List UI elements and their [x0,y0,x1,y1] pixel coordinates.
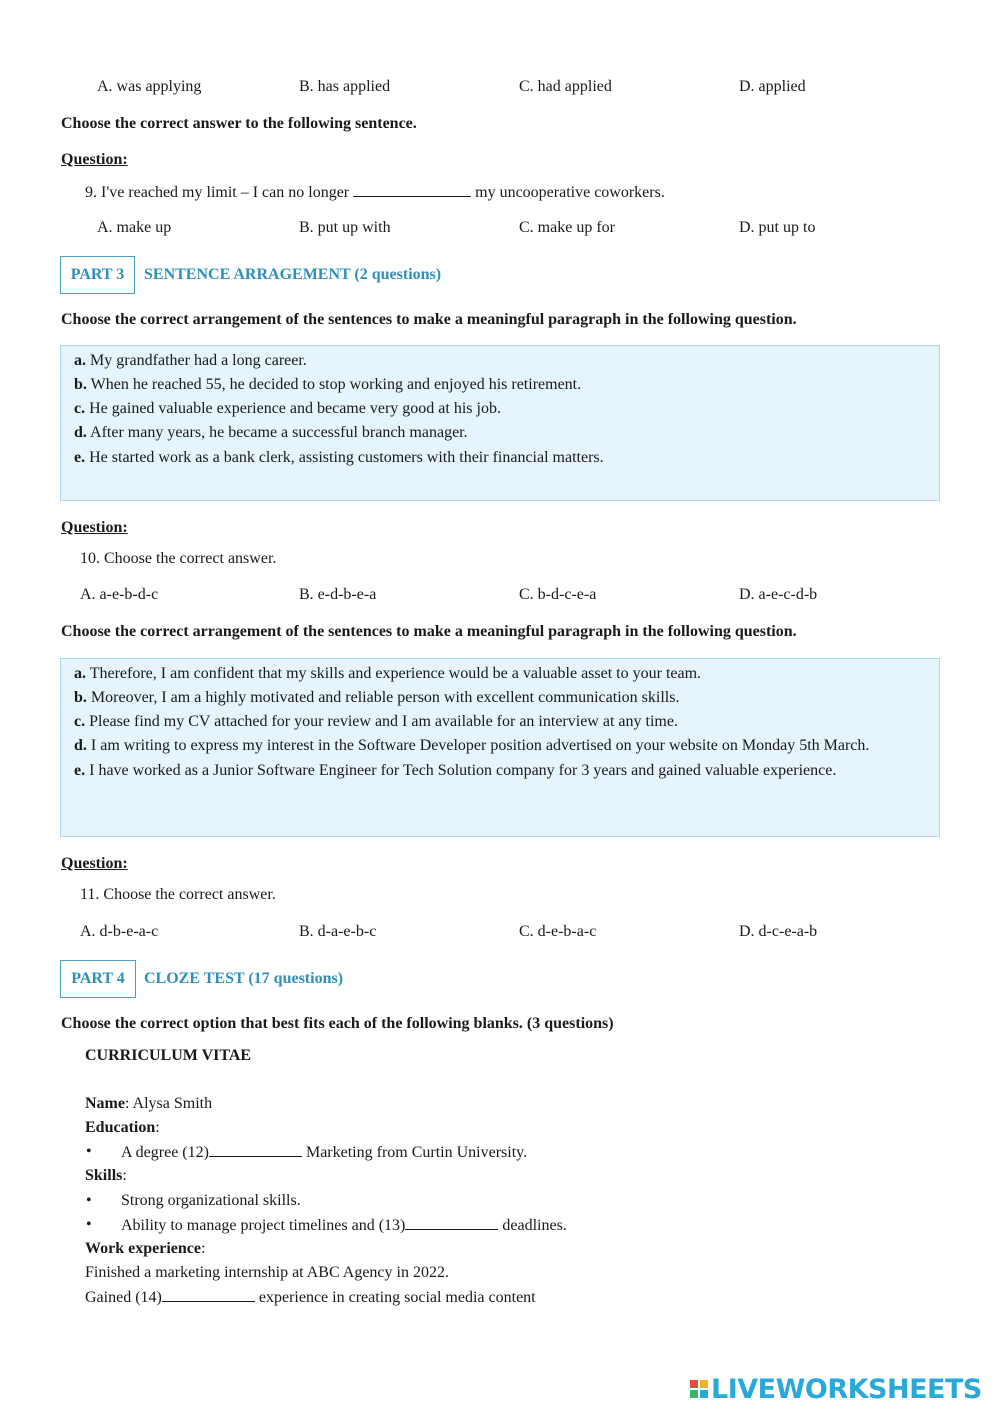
box1-sentence-b: b. When he reached 55, he decided to stop working and enjoyed his retirement. [74,376,582,393]
q9-stem-after: my uncooperative coworkers. [475,184,665,201]
box2-sentence-c: c. Please find my CV attached for your review and I am available for an interview at any time. [74,713,678,730]
q8-option-a[interactable]: A. was applying [97,78,202,95]
q11-stem: 11. Choose the correct answer. [80,886,276,903]
q11-option-b[interactable]: B. d-a-e-b-c [299,923,377,940]
box1-sentence-e: e. He started work as a bank clerk, assisting customers with their financial matters. [74,449,604,466]
part3-title: SENTENCE ARRAGEMENT (2 questions) [144,266,442,283]
part4-instruction: Choose the correct option that best fits each of the following blanks. (3 questions) [61,1015,614,1032]
part4-title: CLOZE TEST (17 questions) [144,970,344,987]
q10-option-c[interactable]: C. b-d-c-e-a [519,586,597,603]
box1-sentence-c: c. He gained valuable experience and became very good at his job. [74,400,501,417]
logo-square [690,1380,698,1388]
q9-option-a[interactable]: A. make up [97,219,172,236]
q9-blank[interactable] [353,183,471,197]
q10-stem: 10. Choose the correct answer. [80,550,277,567]
part3-label: PART 3 [60,256,135,294]
cv-heading: CURRICULUM VITAE [85,1047,252,1064]
q9-option-b[interactable]: B. put up with [299,219,391,236]
cv-work-line-1: Finished a marketing internship at ABC Agency in 2022. [85,1264,449,1281]
blank-13[interactable] [405,1216,498,1230]
logo-square [700,1380,708,1388]
q10-option-b[interactable]: B. e-d-b-e-a [299,586,377,603]
cv-work-line-2: Gained (14) experience in creating social media content [85,1289,536,1306]
cv-work-label: Work experience: [85,1240,206,1257]
logo-text: LIVEWORKSHEETS [711,1373,982,1405]
box2-sentence-e: e. I have worked as a Junior Software Engineer for Tech Solution company for 3 years and gained valuable experience. [74,762,837,779]
logo-square [690,1390,698,1398]
part3-instruction-2: Choose the correct arrangement of the sentences to make a meaningful paragraph in the following question. [61,623,797,640]
q11-option-d[interactable]: D. d-c-e-a-b [739,923,818,940]
blank-14[interactable] [162,1288,255,1302]
logo-square [700,1390,708,1398]
bullet: • [86,1216,92,1233]
sentence-box-1 [60,345,940,501]
cv-skill-2: Ability to manage project timelines and (13) deadlines. [121,1217,567,1234]
cv-education-item: A degree (12) Marketing from Curtin University. [121,1144,528,1161]
bullet: • [86,1192,92,1209]
q8-option-c[interactable]: C. had applied [519,78,612,95]
box1-sentence-a: a. My grandfather had a long career. [74,352,307,369]
q8-option-b[interactable]: B. has applied [299,78,391,95]
q11-question-label: Question: [61,855,128,872]
q9-question-label: Question: [61,151,128,168]
cv-skill-1: Strong organizational skills. [121,1192,301,1209]
q9-option-d[interactable]: D. put up to [739,219,816,236]
q9-stem-before: 9. I've reached my limit – I can no longer [85,184,350,201]
q10-option-d[interactable]: D. a-e-c-d-b [739,586,818,603]
box2-sentence-a: a. Therefore, I am confident that my skills and experience would be a valuable asset to your team. [74,665,702,682]
cv-name: Name: Alysa Smith [85,1095,213,1112]
q11-option-a[interactable]: A. d-b-e-a-c [80,923,159,940]
q10-option-a[interactable]: A. a-e-b-d-c [80,586,159,603]
q8-option-d[interactable]: D. applied [739,78,806,95]
sentence-box-2 [60,658,940,837]
q9-stem [85,183,665,202]
box1-sentence-d: d. After many years, he became a successful branch manager. [74,424,468,441]
part4-label: PART 4 [60,960,136,998]
q9-instruction: Choose the correct answer to the following sentence. [61,115,417,132]
box2-sentence-b: b. Moreover, I am a highly motivated and reliable person with excellent communication skills. [74,689,680,706]
q11-option-c[interactable]: C. d-e-b-a-c [519,923,597,940]
logo-icon [690,1380,708,1398]
cv-skills-label: Skills: [85,1167,127,1184]
blank-12[interactable] [209,1143,302,1157]
q9-option-c[interactable]: C. make up for [519,219,615,236]
cv-education-label: Education: [85,1119,160,1136]
liveworksheets-logo [690,1374,982,1404]
bullet: • [86,1143,92,1160]
q10-question-label: Question: [61,519,128,536]
box2-sentence-d: d. I am writing to express my interest in the Software Developer position advertised on your website on Monday 5th March. [74,737,870,754]
part3-instruction: Choose the correct arrangement of the sentences to make a meaningful paragraph in the following question. [61,311,797,328]
